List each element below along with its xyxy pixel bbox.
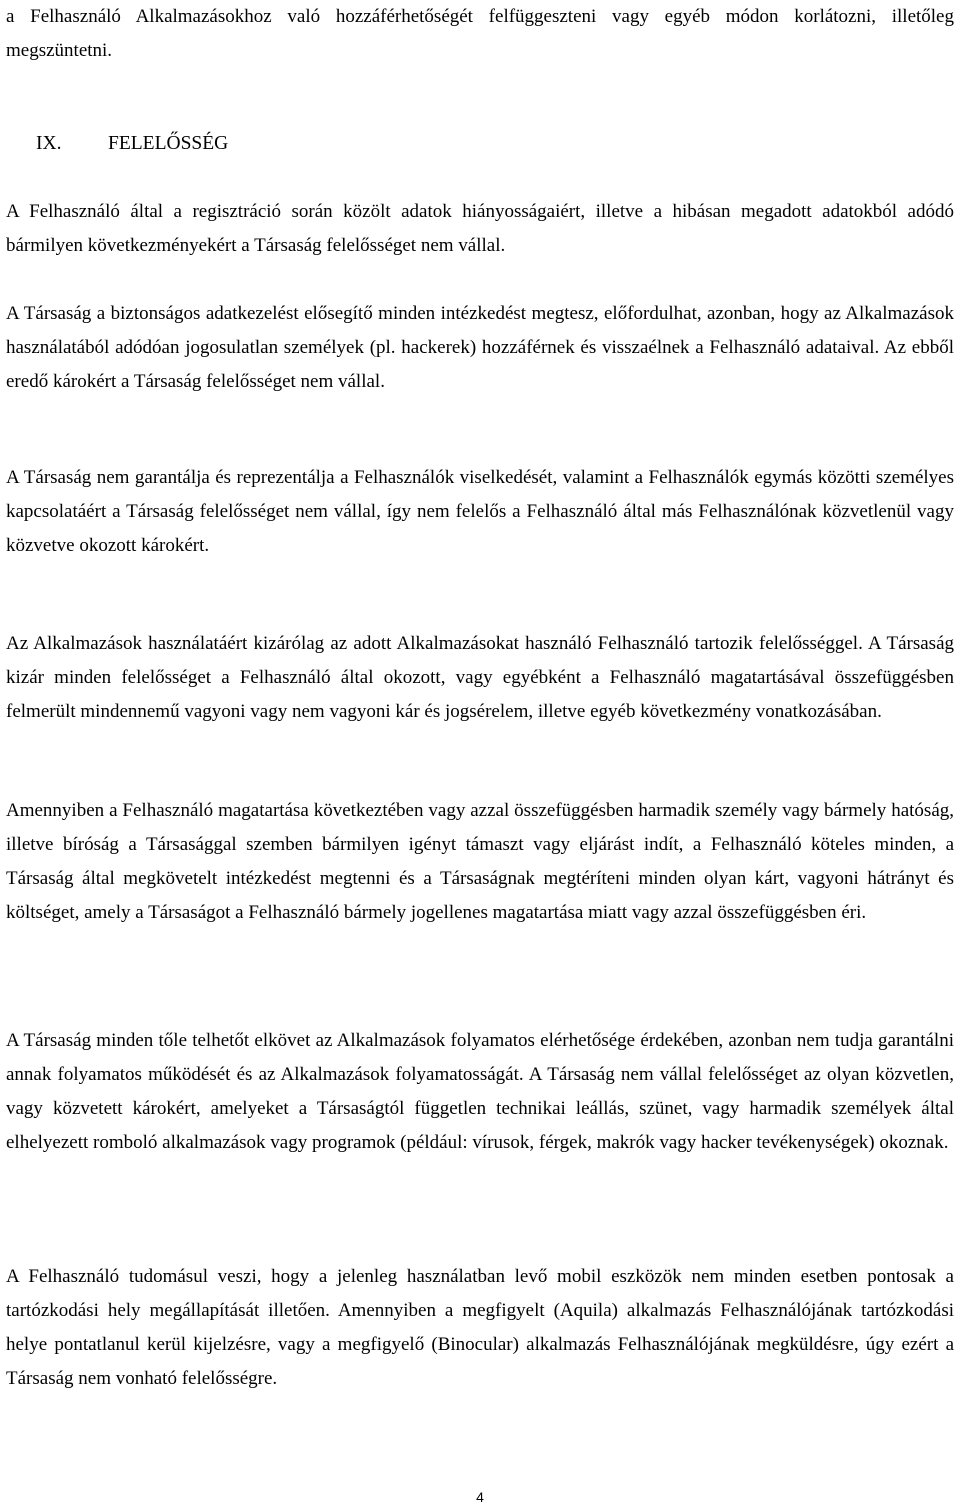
paragraph-third-party-claims: Amennyiben a Felhasználó magatartása következtében vagy azzal összefüggésben harmadik személy vagy bármely hatóság, illetve bíróság a Társasággal szemben bármilyen igényt támaszt vagy eljárást indít, a Felhasználó köteles minden, a Társaság által megkövetelt intézkedést megtenni és a Társaságnak megtéríteni minden olyan kárt, vagyoni hátrányt és költséget, amely a Társaságot a Felhasználó bármely jogellenes magatartása miatt vagy azzal összefüggésben éri.	[6, 800, 954, 923]
paragraph-app-usage-liability: Az Alkalmazások használatáért kizárólag az adott Alkalmazásokat használó Felhasználó tartozik felelősséggel. A Társaság kizár minden felelősséget a Felhasználó által okozott, vagy egyébként a Felhasználó magatartásával összefüggésben felmerült mindennemű vagyoni vagy nem vagyoni kár és jogsérelem, illetve egyéb következmény vonatkozásában.	[6, 633, 954, 722]
section-heading	[36, 127, 228, 161]
paragraph-data-security: A Társaság a biztonságos adatkezelést elősegítő minden intézkedést megtesz, előfordulhat, azonban, hogy az Alkalmazások használatából adódóan jogosulatlan személyek (pl. hackerek) hozzáférnek és visszaélnek a Felhasználó adataival. Az ebből eredő károkért a Társaság felelősséget nem vállal.	[6, 303, 954, 392]
paragraph-availability: A Társaság minden tőle telhetőt elkövet az Alkalmazások folyamatos elérhetősége érdekében, azonban nem tudja garantálni annak folyamatos működését és az Alkalmazások folyamatosságát. A Társaság nem vállal felelősséget az olyan közvetlen, vagy közvetett károkért, amelyeket a Társaságtól független technikai leállás, szünet, vagy harmadik személyek által elhelyezett romboló alkalmazások vagy programok (például: vírusok, férgek, makrók vagy hacker tevékenységek) okoznak.	[6, 1030, 954, 1153]
page-number: 4	[476, 1489, 484, 1505]
document-page	[6, 0, 954, 1509]
section-title: FELELŐSSÉG	[108, 133, 229, 154]
paragraph-location-accuracy: A Felhasználó tudomásul veszi, hogy a jelenleg használatban levő mobil eszközök nem minden esetben pontosak a tartózkodási hely megállapítását illetően. Amennyiben a megfigyelt (Aquila) alkalmazás Felhasználójának tartózkodási helye pontatlanul kerül kijelzésre, vagy a megfigyelő (Binocular) alkalmazás Felhasználójának megküldésre, úgy ezért a Társaság nem vonható felelősségre.	[6, 1266, 954, 1389]
intro-paragraph: a Felhasználó Alkalmazásokhoz való hozzáférhetőségét felfüggeszteni vagy egyéb módon korlátozni, illetőleg megszüntetni.	[6, 6, 954, 61]
paragraph-user-behavior: A Társaság nem garantálja és reprezentálja a Felhasználók viselkedését, valamint a Felhasználók egymás közötti személyes kapcsolatáért a Társaság felelősséget nem vállal, így nem felelős a Felhasználó által más Felhasználónak közvetlenül vagy közvetve okozott károkért.	[6, 467, 954, 556]
section-number: IX.	[36, 133, 62, 154]
paragraph-registration-data: A Felhasználó által a regisztráció során közölt adatok hiányosságaiért, illetve a hibásan megadott adatokból adódó bármilyen következményekért a Társaság felelősséget nem vállal.	[6, 201, 954, 256]
